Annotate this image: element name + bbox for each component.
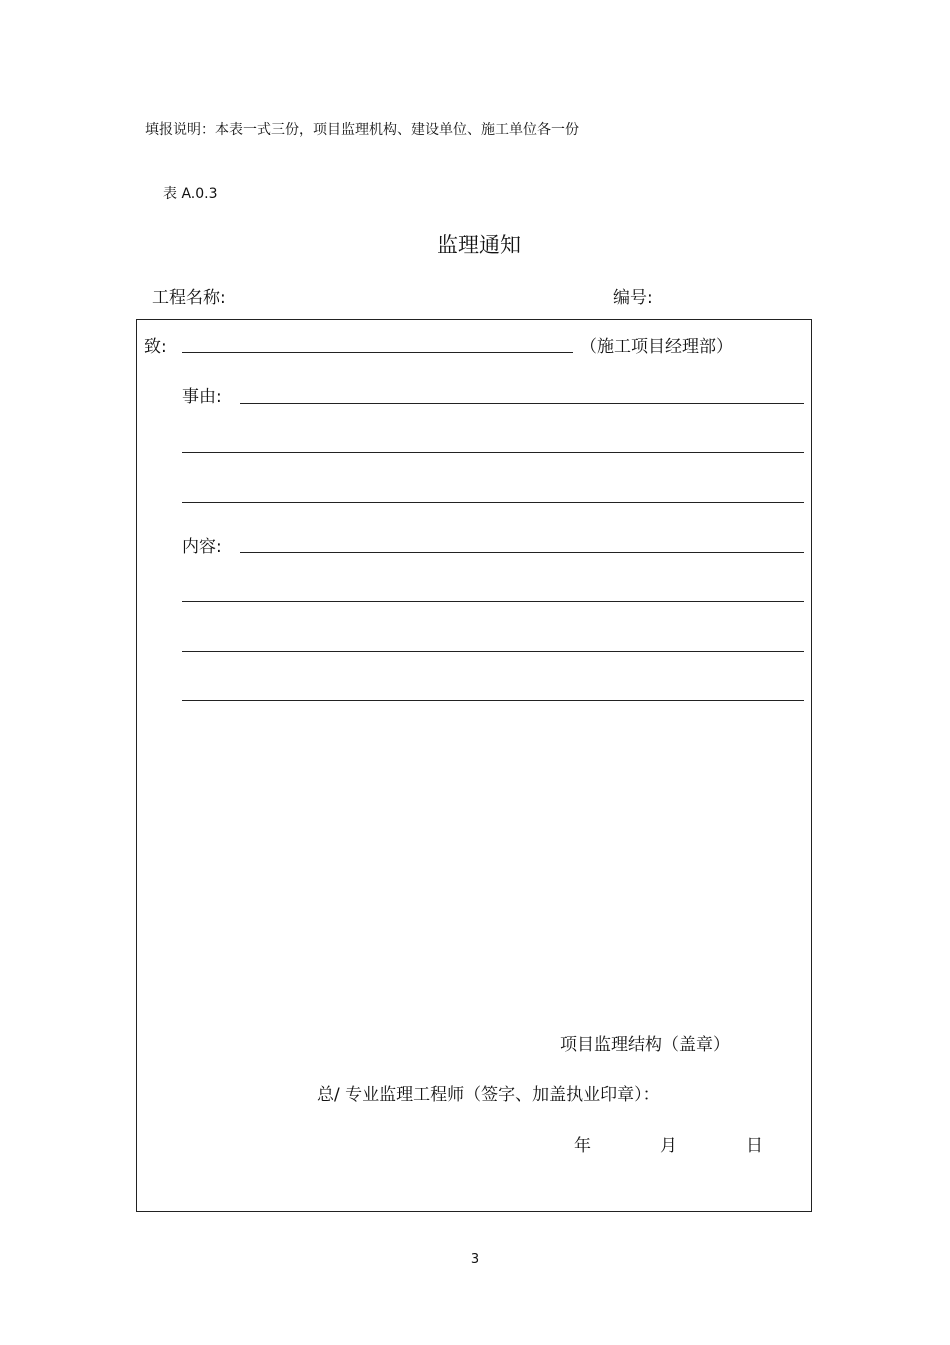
date-month-label: 月: [660, 1136, 677, 1156]
to-suffix-label: （施工项目经理部）: [580, 337, 733, 357]
content-line[interactable]: [182, 601, 804, 602]
reason-line[interactable]: [182, 452, 804, 453]
project-name-label: 工程名称:: [152, 288, 226, 308]
supervising-engineer-signature-label: 总/ 专业监理工程师（签字、加盖执业印章）：: [317, 1085, 660, 1105]
reason-line[interactable]: [240, 403, 804, 404]
date-day-label: 日: [746, 1136, 763, 1156]
filling-instructions: 填报说明：本表一式三份，项目监理机构、建设单位、施工单位各一份: [145, 122, 579, 138]
to-recipient-line[interactable]: [182, 352, 573, 353]
date-year-label: 年: [574, 1136, 591, 1156]
reason-line[interactable]: [182, 502, 804, 503]
content-line[interactable]: [182, 700, 804, 701]
content-line[interactable]: [182, 651, 804, 652]
serial-number-label: 编号:: [613, 288, 653, 308]
table-number: 表 A.0.3: [163, 186, 218, 202]
page-number: 3: [470, 1252, 480, 1267]
content-line[interactable]: [240, 552, 804, 553]
page-title: 监理通知: [437, 233, 521, 257]
to-label: 致:: [144, 337, 167, 357]
content-label: 内容:: [182, 537, 222, 557]
reason-label: 事由:: [182, 387, 222, 407]
supervision-org-seal-label: 项目监理结构（盖章）: [560, 1035, 730, 1055]
